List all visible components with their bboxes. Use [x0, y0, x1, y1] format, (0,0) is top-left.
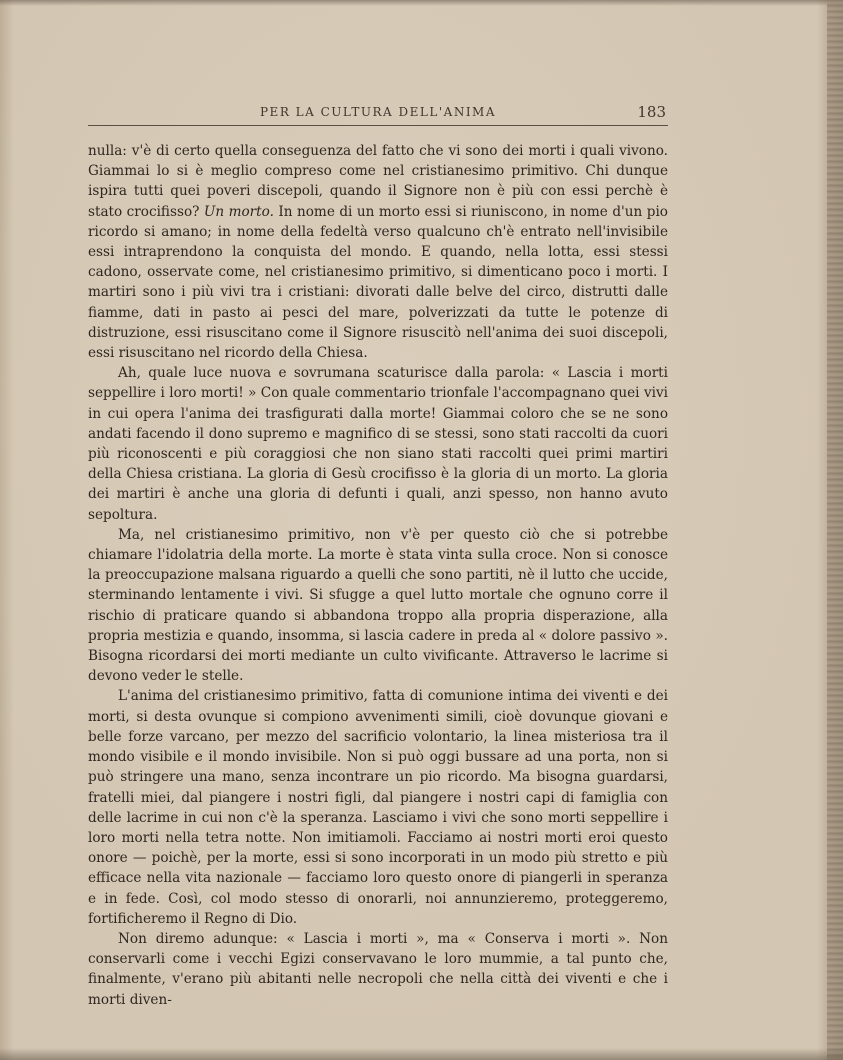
paragraph-1-text-start: nulla: v'è di certo quella conseguenza del fatto che vi sono dei morti i quali vivono. Giammai lo si è meglio compreso come nel cristianesimo primitivo. Chi dunque ispira tutti quei poveri discepoli, quando il Signore non è più con essi perchè è stato crocifisso? — [88, 143, 668, 220]
paragraph-4: L'anima del cristianesimo primitivo, fatta di comunione intima dei viventi e dei morti, si desta ovunque si compiono avvenimenti simili, cioè dovunque giovani e belle forze varcano, per mezzo del sacrificio volontario, la linea misteriosa tra il mondo visibile e il mondo invisibile. Non si può oggi bussare ad una porta, non si può stringere una mano, senza incontrare un pio ricordo. Ma bisogna guardarsi, fratelli miei, dal piangere i nostri figli, dal piangere i nostri capi di famiglia con delle lacrime in cui non c'è la speranza. Lasciamo i vivi che sono morti seppellire i loro morti nella tetra notte. Non imitiamoli. Facciamo ai nostri morti eroi questo onore — poichè, per la morte, essi si sono incorporati in un modo più stretto e più efficace nella vita nazionale — facciamo loro questo onore di piangerli in speranza e in fede. Così, col modo stesso di onorarli, noi annunzieremo, proteggeremo, fortificheremo il Regno di Dio. — [88, 688, 668, 927]
paragraph-2: Ah, quale luce nuova e sovrumana scaturisce dalla parola: « Lascia i morti seppellire i loro morti! » Con quale commentario trionfale l'accompagnano quei vivi in cui opera l'anima dei trasfigurati dalla morte! Giammai coloro che se ne sono andati facendo il dono supremo e magnifico di se stessi, sono stati raccolti da cuori più riconoscenti e più coraggiosi che non siano stati raccolti quei primi martiri della Chiesa cristiana. La gloria di Gesù crocifisso è la gloria di un morto. La gloria dei martiri è anche una gloria di defunti i quali, anzi spesso, non hanno avuto sepoltura. — [88, 365, 668, 523]
running-title: PER LA CULTURA DELL'ANIMA — [259, 105, 497, 119]
header-rule — [88, 125, 668, 126]
page-right-edge — [827, 0, 843, 1060]
page-top-edge — [0, 0, 843, 6]
paragraph-1 — [88, 141, 668, 363]
paragraph-3: Ma, nel cristianesimo primitivo, non v'è per questo ciò che si potrebbe chiamare l'idolatria della morte. La morte è stata vinta sulla croce. Non si conosce la preoccupazione malsana riguardo a quelli che sono partiti, nè il lutto che uccide, sterminando lentamente i vivi. Si sfugge a quel lutto mortale che ognuno corre il rischio di praticare quando si abbandona troppo alla propria disperazione, alla propria mestizia e quando, insomma, si lascia cadere in preda al « dolore passivo ». Bisogna ricordarsi dei morti mediante un culto vivificante. Attraverso le lacrime si devono veder le stelle. — [88, 526, 668, 685]
running-header — [88, 103, 668, 125]
paragraph-1-italic: Un morto. — [203, 203, 274, 220]
paragraph-1-text-end: In nome di un morto essi si riuniscono, in nome d'un pio ricordo si amano; in nome della fedeltà verso qualcuno ch'è entrato nell'invisibile essi intraprendono la conquista del mondo. E quando, nella lotta, essi stessi cadono, osservate come, nel cristianesimo primitivo, si dimenticano poco i morti. I martiri sono i più vivi tra i cristiani: divorati dalle belve del circo, distrutti dalle fiamme, dati in pasto ai pesci del mare, polverizzati da tutte le potenze di distruzione, essi risuscitano come il Signore risuscitò nell'anima dei suoi discepoli, essi risuscitano nel ricordo della Chiesa. — [88, 203, 668, 362]
page-number: 183 — [637, 103, 666, 121]
body-text — [88, 141, 668, 1010]
page-bottom-edge — [0, 1048, 843, 1060]
paragraph-5: Non diremo adunque: « Lascia i morti », ma « Conserva i morti ». Non conservarli come i vecchi Egizi conservavano le loro mummie, a tal punto che, finalmente, v'erano più abitanti nelle necropoli che nella città dei viventi e che i morti diven- — [88, 930, 668, 1008]
